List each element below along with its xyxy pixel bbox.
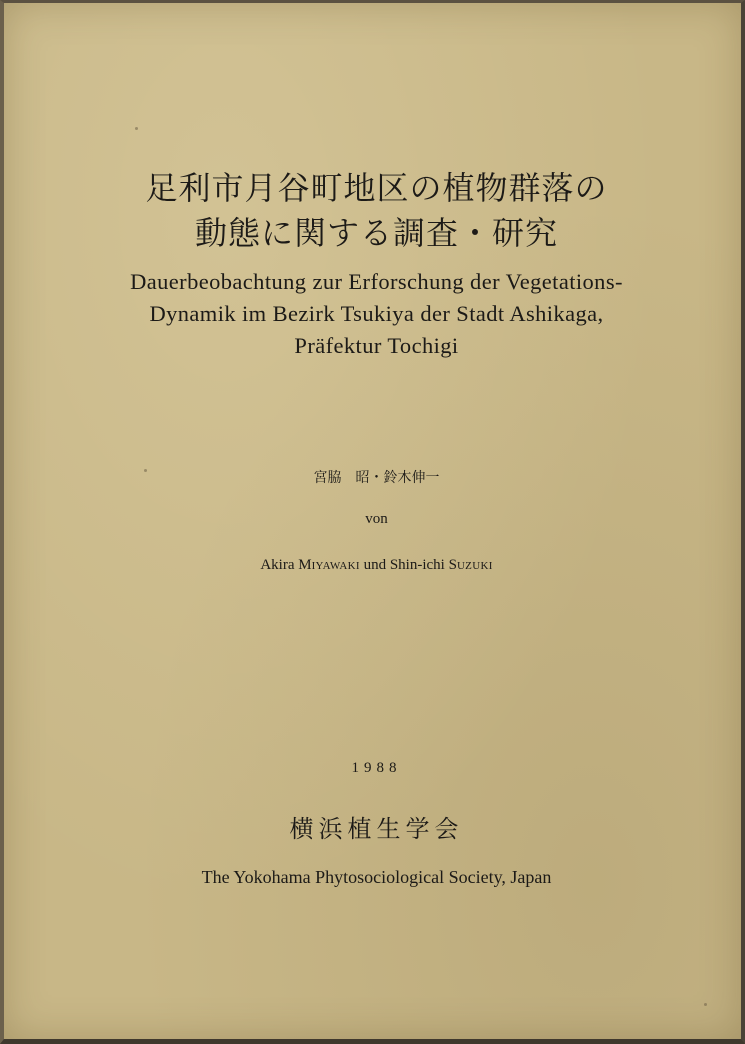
author1-last [298, 557, 360, 573]
paper-speck [704, 1003, 707, 1006]
author2-last [449, 557, 493, 573]
title-ja-line-1: 足利市月谷町地区の植物群落の [145, 169, 608, 207]
author1-last-rest: IYAWAKI [311, 560, 360, 572]
title-de-line-1: Dauerbeobachtung zur Erforschung der Vegetations- [130, 269, 623, 294]
author2-first: Shin-ichi [389, 557, 445, 573]
publisher-ja: 横浜植生学会 [289, 815, 464, 843]
von-text: von [365, 511, 388, 527]
author-joiner: und [363, 557, 387, 573]
title-de-line-3: Präfektur Tochigi [294, 333, 459, 358]
authors-en [4, 557, 745, 574]
authors-ja: 宮脇 昭・鈴木伸一 [313, 470, 440, 486]
author2-last-initial: S [448, 557, 457, 573]
paper-speck [135, 127, 138, 130]
author1-last-initial: M [298, 557, 312, 573]
paper-speck [144, 469, 147, 472]
publisher-en: The Yokohama Phytosociological Society, Japan [201, 867, 552, 887]
publication-year: 1988 [351, 760, 402, 776]
author1-first: Akira [260, 557, 295, 573]
title-ja-line-2: 動態に関する調査・研究 [194, 214, 558, 252]
author2-last-rest: UZUKI [456, 560, 493, 572]
title-de-line-2: Dynamik im Bezirk Tsukiya der Stadt Ashikaga, [149, 301, 604, 326]
